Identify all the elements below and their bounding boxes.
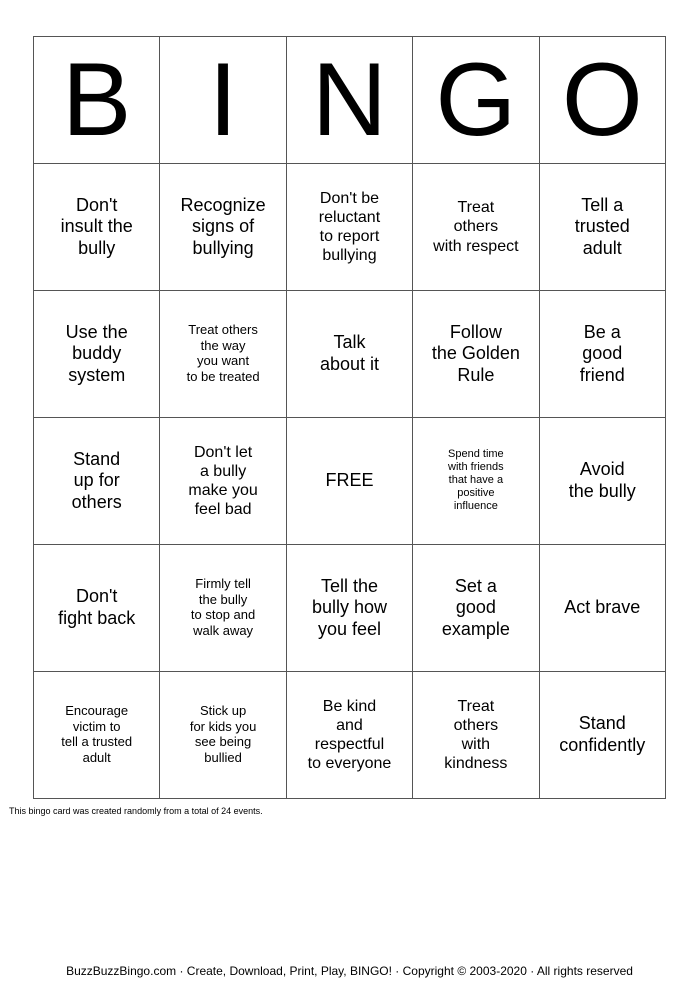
bingo-cell <box>160 418 286 545</box>
cell-text: Act brave <box>564 597 641 618</box>
cell-text: Don't be reluctant to report bullying <box>318 189 381 265</box>
cell-text: Encourage victim to tell a trusted adult <box>61 703 133 765</box>
cell-text: Recognize signs of bullying <box>180 194 266 258</box>
bingo-cell <box>34 164 160 291</box>
header-letter-g: G <box>413 37 539 164</box>
cell-text: Follow the Golden Rule <box>431 321 520 385</box>
cell-text: Stand up for others <box>71 448 122 512</box>
bingo-cell <box>286 291 412 418</box>
bingo-cell <box>539 545 665 672</box>
bingo-card <box>33 36 666 799</box>
cell-text: Stick up for kids you see being bullied <box>189 703 257 765</box>
cell-text: Be kind and respectful to everyone <box>307 697 392 773</box>
site-footer: BuzzBuzzBingo.com · Create, Download, Print, Play, BINGO! · Copyright © 2003-2020 · All rights reserved <box>66 964 633 978</box>
bingo-row-2 <box>34 291 666 418</box>
bingo-cell <box>286 164 412 291</box>
free-cell <box>286 418 412 545</box>
bingo-cell <box>413 418 539 545</box>
bingo-cell <box>34 418 160 545</box>
bingo-cell <box>539 291 665 418</box>
bingo-cell <box>286 545 412 672</box>
cell-text: Don't insult the bully <box>60 194 133 258</box>
bingo-cell <box>413 164 539 291</box>
bingo-cell <box>160 164 286 291</box>
cell-text: Treat others with respect <box>433 199 519 255</box>
bingo-cell <box>539 672 665 799</box>
cell-text: Don't let a bully make you feel bad <box>188 443 258 519</box>
bingo-cell <box>413 545 539 672</box>
cell-text: Treat others the way you want to be treated <box>186 322 260 384</box>
bingo-cell <box>539 164 665 291</box>
bingo-cell <box>34 291 160 418</box>
header-letter-b: B <box>34 37 160 164</box>
cell-text: Be a good friend <box>579 321 625 385</box>
bingo-cell <box>34 672 160 799</box>
cell-text: Set a good example <box>441 575 510 639</box>
card-generation-note: This bingo card was created randomly from a total of 24 events. <box>9 806 263 816</box>
bingo-row-4 <box>34 545 666 672</box>
bingo-cell <box>160 291 286 418</box>
cell-text: Avoid the bully <box>568 459 636 501</box>
cell-text: Tell a trusted adult <box>574 194 630 258</box>
cell-text: Tell the bully how you feel <box>311 575 387 639</box>
header-letter-n: N <box>286 37 412 164</box>
bingo-cell <box>160 672 286 799</box>
bingo-cell <box>34 545 160 672</box>
bingo-cell <box>539 418 665 545</box>
bingo-cell <box>160 545 286 672</box>
bingo-cell <box>286 672 412 799</box>
cell-text: Use the buddy system <box>65 321 128 385</box>
header-letter-i: I <box>160 37 286 164</box>
bingo-cell <box>413 672 539 799</box>
cell-text: Firmly tell the bully to stop and walk away <box>190 576 256 638</box>
free-space-label: FREE <box>325 470 374 491</box>
cell-text: Talk about it <box>319 332 379 374</box>
header-letter-o: O <box>539 37 665 164</box>
cell-text: Spend time with friends that have a positive influence <box>448 447 504 513</box>
bingo-row-1 <box>34 164 666 291</box>
cell-text: Stand confidently <box>559 713 646 755</box>
cell-text: Don't fight back <box>58 586 136 628</box>
cell-text: Treat others with kindness <box>444 697 508 773</box>
bingo-row-5 <box>34 672 666 799</box>
bingo-header-row <box>34 37 666 164</box>
bingo-row-3 <box>34 418 666 545</box>
bingo-cell <box>413 291 539 418</box>
